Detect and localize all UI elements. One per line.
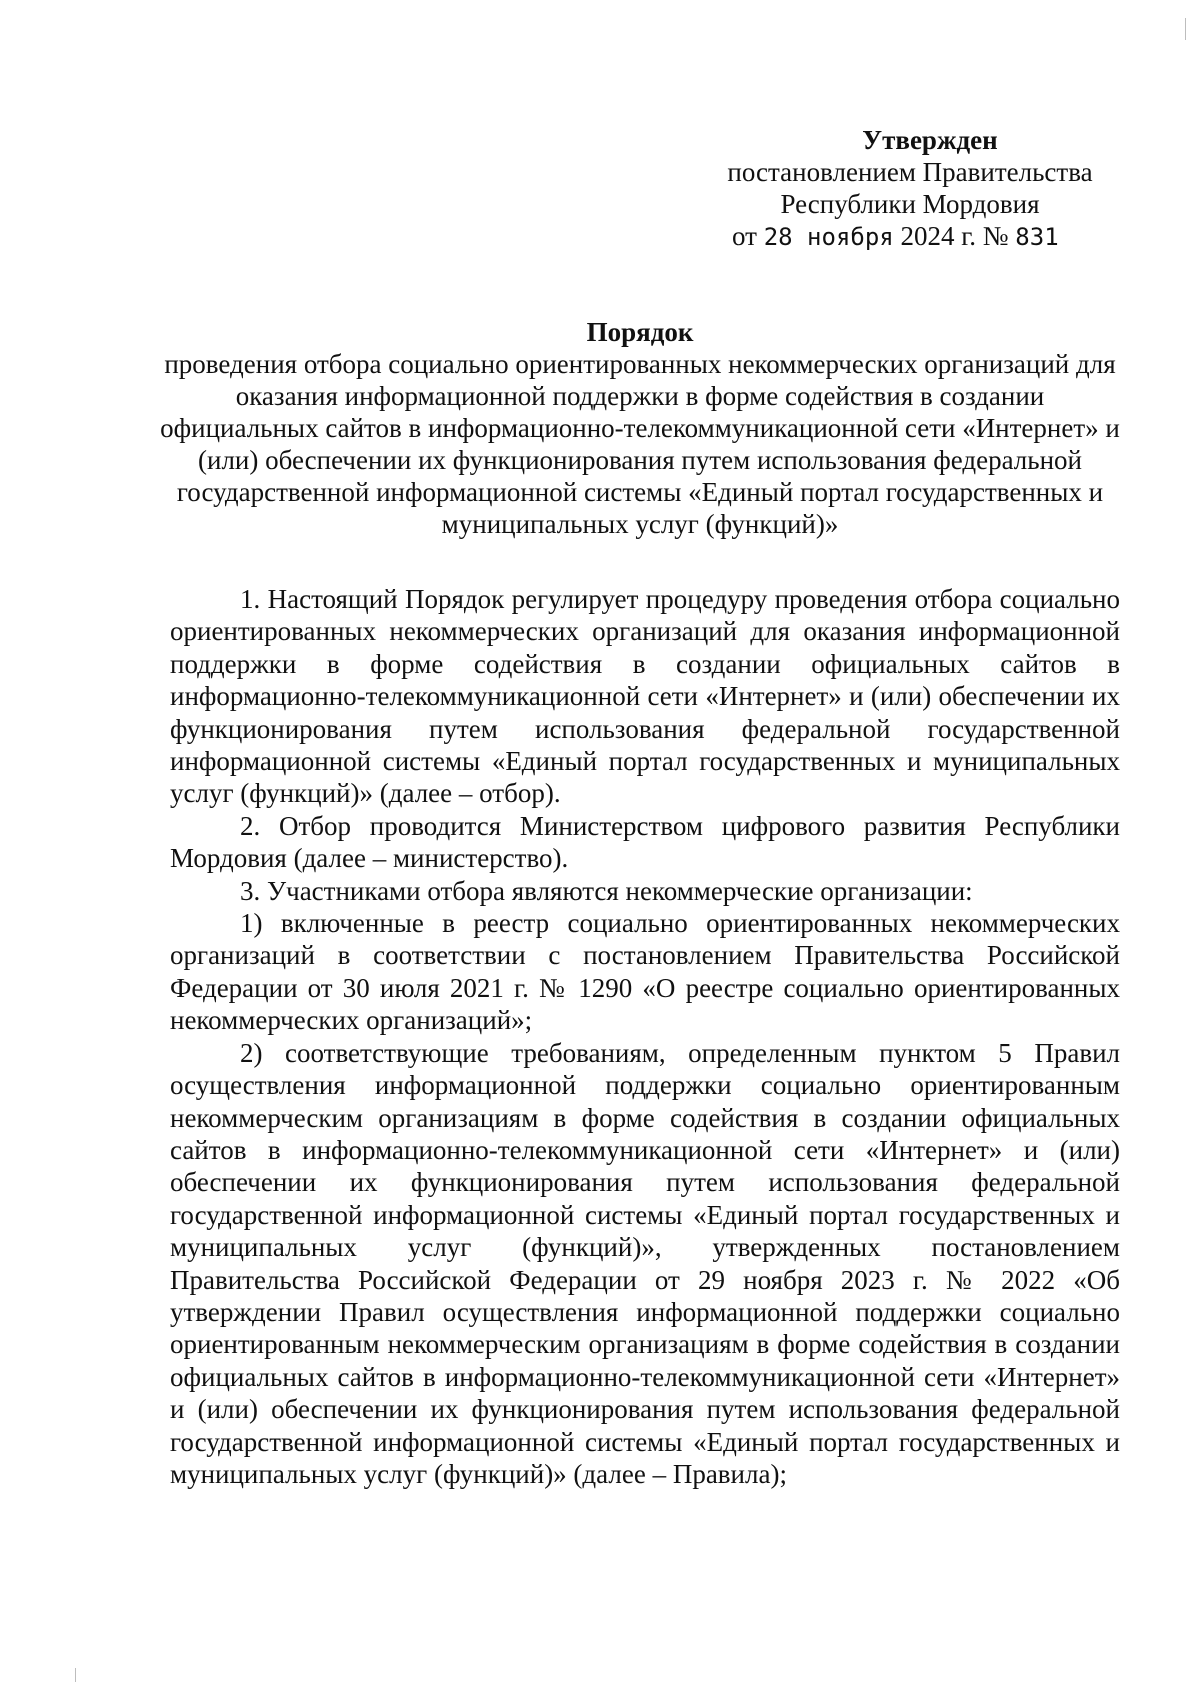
date-year: 2024 г.	[900, 221, 977, 251]
document-heading: Порядок	[586, 317, 694, 347]
scan-margin-mark-bottom	[75, 1668, 76, 1682]
document-number: 831	[1015, 223, 1059, 251]
paragraph-3-item-2: 2) соответствующие требованиям, определенным пунктом 5 Правил осуществления информационной поддержки социально ориентированным некоммерческим организациям в форме содействия в создании официальных сайтов в информационно-телекоммуникационной сети «Интернет» и (или) обеспечении их функционирования путем использования федеральной государственной информационной системы «Единый портал государственных и муниципальных услуг (функций)», утвержденных постановлением Правительства Российской Федерации от 29 ноября 2023 г. № 2022 «Об утверждении Правил осуществления информационной поддержки социально ориентированным некоммерческим организациям в форме содействия в создании официальных сайтов в информационно-телекоммуникационной сети «Интернет» и (или) обеспечении их функционирования путем использования федеральной государственной информационной системы «Единый портал государственных и муниципальных услуг (функций)» (далее – Правила);	[170, 1037, 1120, 1489]
paragraph-3-item-1: 1) включенные в реестр социально ориентированных некоммерческих организаций в соответствии с постановлением Правительства Российской Федерации от 30 июля 2021 г. № 1290 «О реестре социально ориентированных некоммерческих организаций»;	[170, 908, 1120, 1036]
paragraph-2: 2. Отбор проводится Министерством цифрового развития Республики Мордовия (далее – министерство).	[170, 810, 1120, 874]
paragraph-1: 1. Настоящий Порядок регулирует процедуру проведения отбора социально ориентированных некоммерческих организаций для оказания информационной поддержки в форме содействия в создании официальных сайтов в информационно-телекоммуникационной сети «Интернет» и (или) обеспечении их функционирования путем использования федеральной государственной информационной системы «Единый портал государственных и муниципальных услуг (функций)» (далее – отбор).	[170, 584, 1120, 809]
approval-date-line	[700, 220, 1120, 253]
approval-title: Утвержден	[862, 125, 998, 155]
date-day-month: 28 ноября	[763, 223, 894, 251]
approval-line-2: Республики Мордовия	[780, 189, 1040, 219]
approval-block	[700, 124, 1120, 253]
number-sign: №	[982, 221, 1009, 251]
document-title-block	[160, 316, 1120, 540]
paragraph-3: 3. Участниками отбора являются некоммерческие организации:	[240, 875, 973, 906]
date-prefix: от	[732, 221, 757, 251]
document-subtitle: проведения отбора социально ориентированных некоммерческих организаций для оказания информационной поддержки в форме содействия в создании официальных сайтов в информационно-телекоммуникационной сети «Интернет» и (или) обеспечении их функционирования путем использования федеральной государственной информационной системы «Единый портал государственных и муниципальных услуг (функций)»	[160, 349, 1120, 539]
document-body	[170, 583, 1120, 1490]
approval-line-1: постановлением Правительства	[727, 157, 1093, 187]
scan-margin-mark-top	[1185, 18, 1186, 40]
